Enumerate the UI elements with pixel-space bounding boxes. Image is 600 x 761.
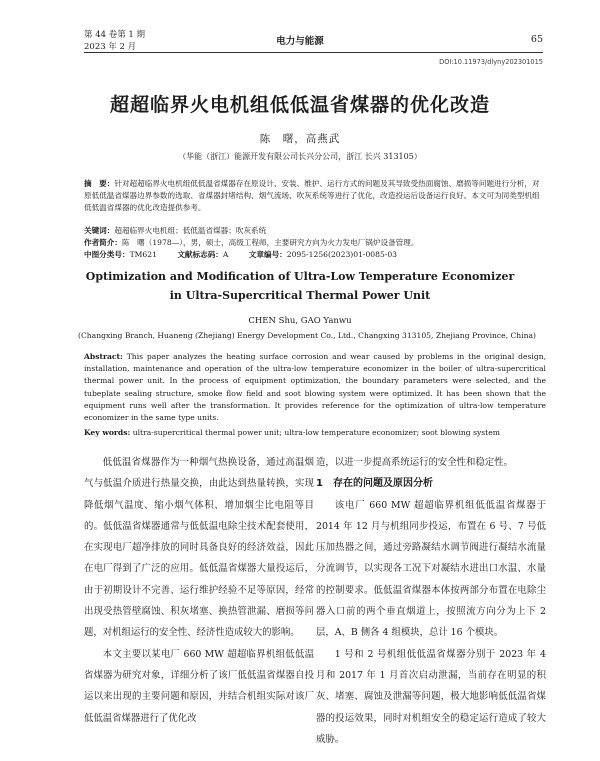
section-heading: 1 存在的问题及原因分析 <box>316 478 433 490</box>
authors-cn: 陈 曙，高燕武 <box>259 133 341 145</box>
affiliation-en: (Changxing Branch, Huaneng (Zhejiang) Energy Development Co., Ltd., Changxing 313105, Zhejiang Province, China) <box>78 331 536 340</box>
abstract-cn-text: 针对超超临界火电机组低低温省煤器存在原设计、安装、维护、运行方式的问题及其导致受热面腐蚀、磨损等问题进行分析，对原低低温省煤器边界参数的选取、省煤器封堵结构、烟气流场、吹灰系统等进行了优化，改造投运后设备运行良好。本文可为同类型机组低低温省煤器的优化改造提供参考。 <box>84 179 540 213</box>
body-paragraph: 低低温省煤器作为一种烟气热换设备，通过高温烟气与低温介质进行热量交换，由此达到热量转换，实现降低烟气温度、缩小烟气体积、增加烟尘比电阻等目的。低低温省煤器通常与低低温电除尘技术配套使用，在实现电厂超净排放的同时具备良好的经济效益，因此在电厂得到了广泛的应用。低低温省煤器大量投运后，由于初期设计不完善、运行维护经验不足等原因，经常出现受热管壁腐蚀、积灰堵塞、换热管泄漏、磨损等问题，对机组运行的安全性、经济性造成较大的影响。 <box>84 457 314 639</box>
article-number: 文章编号：2095-1256(2023)01-0085-03 <box>248 250 398 259</box>
journal-name: 电力与能源 <box>276 36 324 47</box>
doi: DOI:10.11973/dlyny202301015 <box>439 58 543 66</box>
author-bio-label: 作者简介： <box>84 238 122 247</box>
affiliation-cn: （华能（浙江）能源开发有限公司长兴分公司，浙江 长兴 313105） <box>178 152 422 161</box>
paper-title-en-line2: in Ultra-Supercritical Thermal Power Unit <box>169 289 431 302</box>
author-bio <box>84 237 544 249</box>
body-column-right <box>316 452 546 750</box>
document-code: 文献标志码：A <box>177 250 229 259</box>
abstract-cn <box>84 178 544 215</box>
authors-en: CHEN Shu, GAO Yanwu <box>248 316 352 326</box>
body-paragraph: 该电厂 660 MW 超超临界机组低低温省煤器于 2014 年 12 月与机组同步投运，布置在 6 号、7 号低压加热器之间，通过旁路凝结水调节阀进行凝结水流量分流调节，以实现各工况下对凝结水进出口水温、水量的控制要求。低低温省煤器本体按两部分布置在电除尘器入口前的两个垂直烟道上，按照流方向分为上下 2 层，A、B 侧各 4 组模块，总计 16 个模块。 <box>316 499 546 639</box>
keywords-en-text: ultra-supercritical thermal power unit; ultra-low temperature economizer; soot blowing system <box>132 428 500 437</box>
keywords-cn <box>84 225 544 237</box>
body-paragraph: 本文主要以某电厂 660 MW 超超临界机组低低温省煤器为研究对象，详细分析了该厂低低温省煤器自投运以来出现的主要问题和原因，并结合机组实际对该厂低低温省煤器进行了优化改 <box>84 648 314 724</box>
abstract-en-label: Abstract: <box>84 352 123 361</box>
body-paragraph-continued: 造，以进一步提高系统运行的安全性和稳定性。 <box>316 457 513 468</box>
abstract-en <box>84 351 546 424</box>
body-paragraph: 1 号和 2 号机组低低温省煤器分别于 2023 年 4 月和 2017 年 1 月首次启动泄漏，当前存在明显的积灰、堵塞、腐蚀及泄漏等问题，极大地影响低低温省煤器的投运效果，同时对机组安全的稳定运行造成了较大威胁。 <box>316 648 546 745</box>
keywords-en <box>84 427 546 439</box>
paper-title-en-line1: Optimization and Modification of Ultra-Low Temperature Economizer <box>85 270 515 283</box>
keywords-en-label: Key words: <box>84 428 131 437</box>
header-divider <box>84 52 543 53</box>
abstract-en-text: This paper analyzes the heating surface corrosion and wear caused by problems in the original design, installation, maintenance and operation of the ultra-low temperature economizer in the boiler of ultra-supercritical thermal power unit. In the process of equipment optimization, the boundary parameters were selected, and the tubeplate sealing structure, smoke flow field and soot blowing system were optimized. It has been shown that the equipment runs well after the transformation. It provides reference for the optimization of ultra-low temperature economizer in the same type units. <box>84 352 546 423</box>
keywords-cn-text: 超超临界火电机组；低低温省煤器；吹灰系统 <box>114 226 267 235</box>
issue-date: 2023 年 2 月 <box>84 42 137 52</box>
body-column-left <box>84 452 314 729</box>
classification-ids <box>84 249 544 261</box>
keywords-cn-label: 关键词： <box>84 226 115 235</box>
clc-number: 中图分类号：TM621 <box>84 250 157 259</box>
page-number: 65 <box>530 34 543 45</box>
volume-issue: 第 44 卷第 1 期 <box>84 30 146 40</box>
author-bio-text: 陈 曙（1978—），男，硕士，高级工程师，主要研究方向为火力发电厂锅炉设备管理。 <box>121 238 419 247</box>
abstract-cn-label: 摘 要： <box>84 179 115 188</box>
paper-title-cn: 超超临界火电机组低低温省煤器的优化改造 <box>109 94 490 116</box>
